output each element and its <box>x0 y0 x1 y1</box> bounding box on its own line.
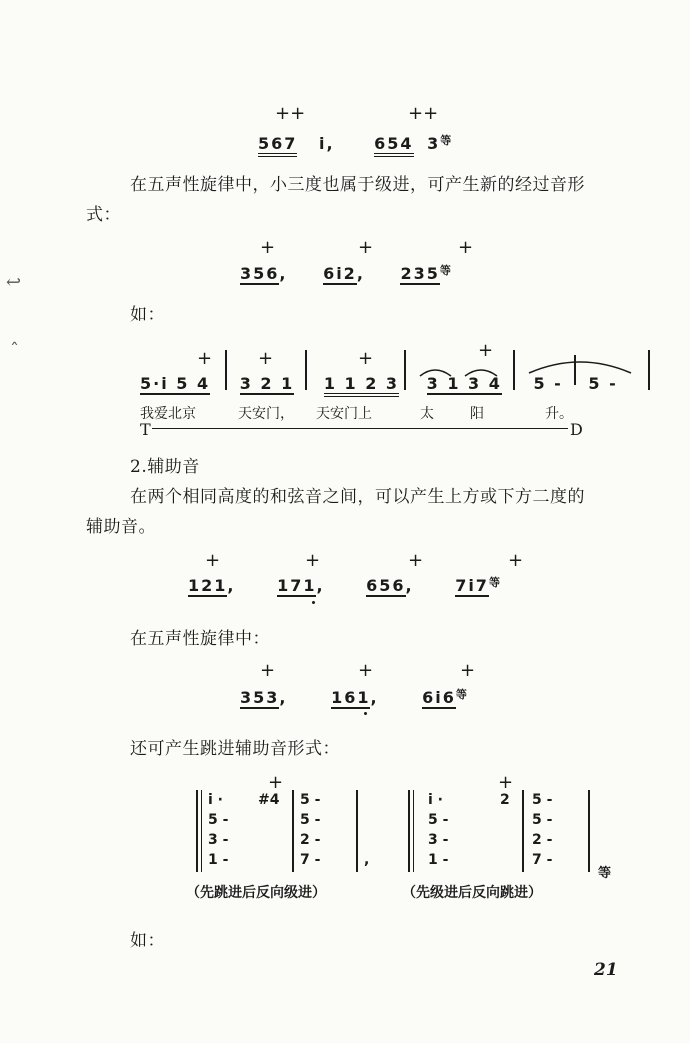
lyric-1: 我爱北京 <box>140 406 196 422</box>
ex1-plus-b: ++ <box>408 103 439 124</box>
ex1-deng: 等 <box>440 134 454 147</box>
ex3-sep-1: , <box>227 576 236 595</box>
chord-right-caption: （先级进后反向跳进） <box>402 885 542 901</box>
measure-3: 1 1 2 3 <box>324 374 399 397</box>
harmony-line <box>152 428 568 429</box>
chord-left-col2 <box>300 790 320 870</box>
chord-left-barline <box>292 790 294 872</box>
ex1-plus-a: ++ <box>275 103 306 124</box>
melody-notes <box>140 374 618 393</box>
ex2-group-3: 235 <box>400 264 440 283</box>
margin-mark-2: ˆ <box>10 340 19 361</box>
para2: 在五声性旋律中： <box>130 629 270 649</box>
chord-right-note-3: 3 - <box>428 832 449 848</box>
ex2-plus-2: + <box>358 237 374 258</box>
ex3-notes <box>188 574 502 595</box>
chord-right-col1b <box>500 790 510 810</box>
measure-2: 3 2 1 <box>239 374 295 393</box>
chord-left-caption: （先跳进后反向级进） <box>186 885 326 901</box>
ex4-group-3: 6i6 <box>422 688 456 707</box>
chord-left-passing: #4 <box>258 792 280 808</box>
chord-right-bracket <box>408 790 410 872</box>
ex3-plus-1: + <box>205 550 221 571</box>
ex4-plus-3: + <box>460 660 476 681</box>
section-title: 2.辅助音 <box>130 457 200 477</box>
ex3-sep-3: , <box>405 576 414 595</box>
chord-right-passing: 2 <box>500 792 510 808</box>
ru-label-1: 如： <box>130 305 165 325</box>
ex2-plus-3: + <box>458 237 474 258</box>
chord-left-bracket-inner <box>201 790 202 872</box>
ex2-plus-1: + <box>260 237 276 258</box>
ex3-plus-3: + <box>408 550 424 571</box>
ex4-notes <box>240 686 469 707</box>
ru-label-2: 如： <box>130 931 165 951</box>
chord-left-res-2: 5 - <box>300 812 321 828</box>
ex3-group-3: 656 <box>366 576 406 595</box>
ex2-sep-1: , <box>279 264 288 283</box>
ex1-notes-a: 567 <box>258 134 297 157</box>
chord-left-note-3: 3 - <box>208 832 229 848</box>
ex3-sep-2: , <box>316 576 325 595</box>
ex4-plus-2: + <box>358 660 374 681</box>
chord-left-col1b <box>258 790 279 810</box>
melody-plus-4: + <box>478 340 494 361</box>
chord-left-note-4: 1 - <box>208 852 229 868</box>
chord-right-endbar <box>588 790 590 872</box>
chord-left-note-2: 5 - <box>208 812 229 828</box>
ex3-plus-2: + <box>305 550 321 571</box>
chord-right-note-2: 5 - <box>428 812 449 828</box>
chord-left-res-4: 7 - <box>300 852 321 868</box>
measure-4: 3 1 3 4 <box>426 374 502 393</box>
ex3-group-4: 7i7 <box>455 576 489 595</box>
ex4-plus-1: + <box>260 660 276 681</box>
ex2-notes <box>240 262 453 283</box>
ex4-sep-2: , <box>370 688 379 707</box>
chord-right-res-1: 5 - <box>532 792 553 808</box>
ex3-plus-4: + <box>508 550 524 571</box>
chord-right-res-3: 2 - <box>532 832 553 848</box>
melody-tie <box>525 355 635 375</box>
ex3-group-2: 171 <box>277 576 317 595</box>
para1-line2: 式： <box>86 205 121 225</box>
ex2-group-2: 6i2 <box>323 264 357 283</box>
measure-5b: 5 - <box>588 374 618 393</box>
chord-left-note-1: i · <box>208 792 223 808</box>
ex4-group-2: 161 <box>331 688 371 707</box>
lyric-4: 太 <box>420 406 434 422</box>
lyric-3: 天安门上 <box>316 406 372 422</box>
chord-left-res-3: 2 - <box>300 832 321 848</box>
ex4-low-dot <box>364 712 367 715</box>
chord-comma: , <box>364 852 370 868</box>
margin-mark-1: ↩ <box>6 272 22 293</box>
page-number: 21 <box>594 960 618 980</box>
chord-left-col1 <box>208 790 228 870</box>
ex2-sep-2: , <box>356 264 365 283</box>
ex1-note-b: i <box>318 134 327 153</box>
melody-plus-2: + <box>258 348 274 369</box>
chord-right-col1 <box>428 790 448 870</box>
chord-left-res-1: 5 - <box>300 792 321 808</box>
lyric-6: 升。 <box>545 406 573 422</box>
ex2-deng: 等 <box>439 264 453 277</box>
chord-right-plus: + <box>498 772 514 793</box>
chord-right-note-4: 1 - <box>428 852 449 868</box>
ex4-deng: 等 <box>455 688 469 701</box>
melody-plus-1: + <box>197 348 213 369</box>
lyric-2: 天安门， <box>238 406 294 422</box>
barline-end <box>648 350 650 390</box>
chord-left-bracket <box>196 790 198 872</box>
lyric-5: 阳 <box>470 406 484 422</box>
chord-left-endbar <box>356 790 358 872</box>
ex3-low-dot <box>312 601 315 604</box>
chord-deng: 等 <box>598 866 612 881</box>
section2-line2: 辅助音。 <box>86 517 156 537</box>
ex4-group-1: 353 <box>240 688 280 707</box>
melody-plus-3: + <box>358 348 374 369</box>
measure-1: 5·i 5 4 <box>140 374 211 393</box>
ex3-deng: 等 <box>488 576 502 589</box>
chord-right-note-1: i · <box>428 792 443 808</box>
ex3-group-1: 121 <box>188 576 228 595</box>
ex1-note-d: 3 <box>427 134 441 153</box>
ex1-notes-c: 654 <box>374 134 413 157</box>
dominant-label: D <box>570 420 583 439</box>
ex1-notes <box>258 132 453 153</box>
ex4-sep-1: , <box>279 688 288 707</box>
measure-5a: 5 - <box>533 374 563 393</box>
chord-right-res-2: 5 - <box>532 812 553 828</box>
chord-right-barline <box>522 790 524 872</box>
section2-line1: 在两个相同高度的和弦音之间，可以产生上方或下方二度的 <box>130 487 585 507</box>
para3: 还可产生跳进辅助音形式： <box>130 739 340 759</box>
tonic-label: T <box>140 420 151 439</box>
ex2-group-1: 356 <box>240 264 280 283</box>
para1-line1: 在五声性旋律中，小三度也属于级进，可产生新的经过音形 <box>130 175 585 195</box>
ex1-sep: , <box>326 134 335 153</box>
chord-right-col2 <box>532 790 552 870</box>
chord-left-plus: + <box>268 772 284 793</box>
chord-right-bracket-inner <box>413 790 414 872</box>
chord-right-res-4: 7 - <box>532 852 553 868</box>
